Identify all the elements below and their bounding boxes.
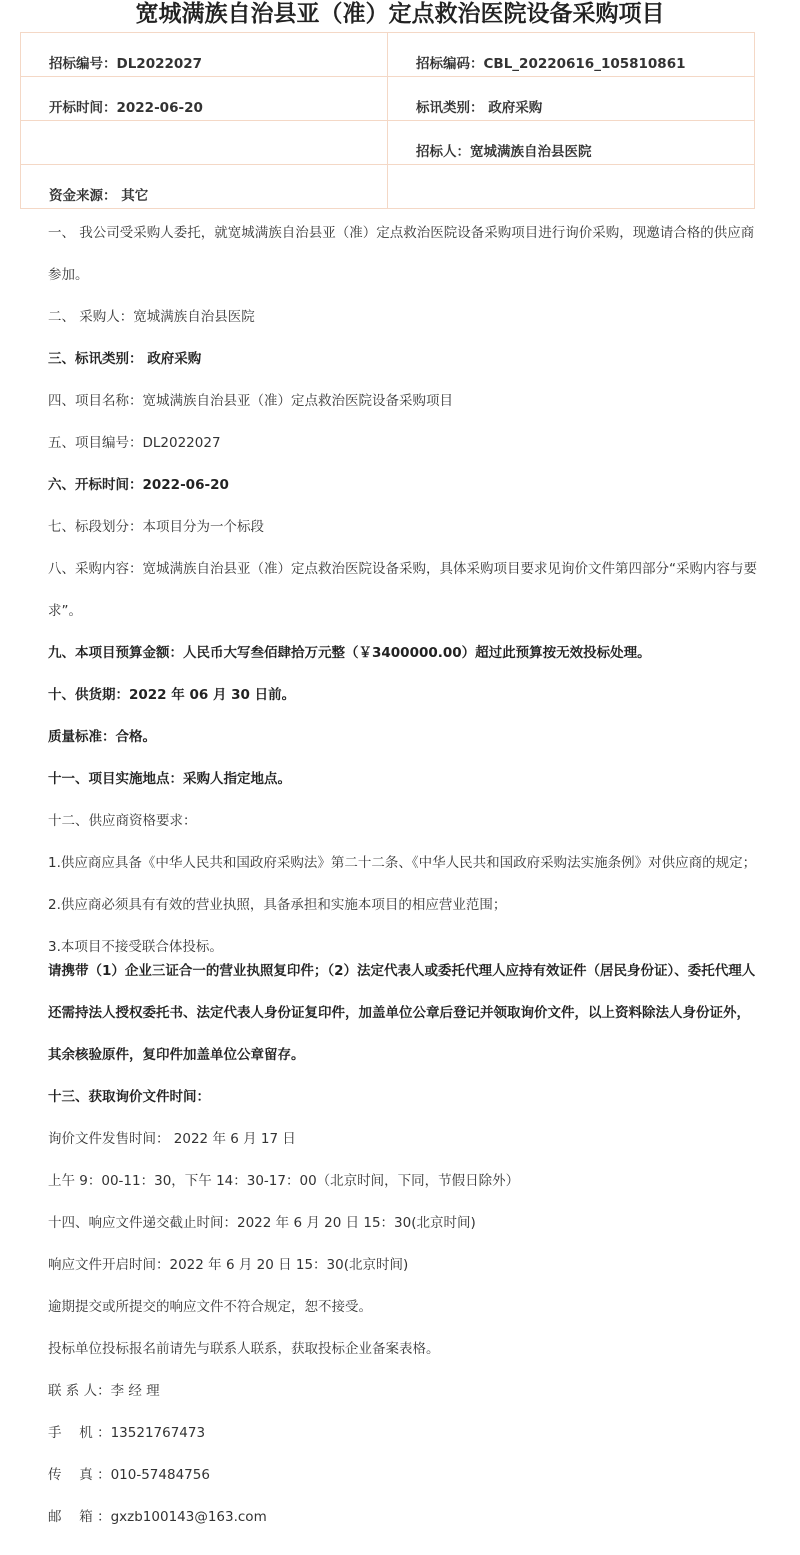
paragraph-obtain-title: 十三、获取询价文件时间：	[48, 1089, 210, 1105]
paragraph-deadline: 十四、响应文件递交截止时间：2022 年 6 月 20 日 15：30(北京时间)	[48, 1215, 476, 1231]
paragraph-register-notice: 投标单位投标报名前请先与联系人联系，获取投标企业备案表格。	[48, 1341, 440, 1357]
paragraph-opening: 响应文件开启时间：2022 年 6 月 20 日 15：30(北京时间)	[48, 1257, 409, 1273]
paragraph-sale-time: 询价文件发售时间： 2022 年 6 月 17 日	[48, 1131, 296, 1147]
paragraph-delivery: 十、供货期：2022 年 06 月 30 日前。	[48, 687, 296, 703]
paragraph-sale-hours: 上午 9：00-11：30，下午 14：30-17：00（北京时间，下同，节假日除外）	[48, 1173, 520, 1189]
paragraph-quality: 质量标准：合格。	[48, 729, 156, 745]
info-cell-fund-source	[21, 165, 388, 209]
paragraph-qualification-2: 2.供应商必须具有有效的营业执照，具备承担和实施本项目的相应营业范围；	[48, 897, 507, 913]
info-cell-empty	[21, 121, 388, 165]
open-time: 开标时间：2022-06-20	[49, 100, 203, 116]
contact-fax: 传 真 ：010-57484756	[48, 1467, 210, 1483]
paragraph-open-time: 六、开标时间：2022-06-20	[48, 477, 229, 493]
contact-person: 联 系 人：李 经 理	[48, 1383, 160, 1399]
bid-category: 标讯类别： 政府采购	[416, 100, 543, 116]
bid-info-table	[20, 32, 755, 209]
info-row	[21, 77, 755, 121]
paragraph-documents: 请携带（1）企业三证合一的营业执照复印件；（2）法定代表人或委托代理人应持有效证件（居民身份证）、委托代理人还需持法人授权委托书、法定代表人身份证复印件，加盖单位公章后登记并领取询价文件，以上资料除法人身份证外，其余核验原件，复印件加盖单位公章留存。	[48, 963, 756, 1063]
contact-mobile: 手 机 ：13521767473	[48, 1425, 206, 1441]
info-cell-empty-2	[388, 165, 755, 209]
bid-code: 招标编码：CBL_20220616_105810861	[416, 56, 686, 72]
paragraph-lots: 七、标段划分：本项目分为一个标段	[48, 519, 264, 535]
paragraph-qualification-1: 1.供应商应具备《中华人民共和国政府采购法》第二十二条、《中华人民共和国政府采购法实施条例》对供应商的规定；	[48, 855, 757, 871]
tenderer: 招标人：宽城满族自治县医院	[416, 144, 592, 160]
info-cell-bid-code	[388, 33, 755, 77]
info-cell-tenderer	[388, 121, 755, 165]
paragraph-content: 八、采购内容：宽城满族自治县亚（准）定点救治医院设备采购，具体采购项目要求见询价文件第四部分“采购内容与要求”。	[48, 561, 757, 619]
paragraph-project-no: 五、项目编号：DL2022027	[48, 435, 221, 451]
info-row	[21, 121, 755, 165]
paragraph-purchaser: 二、 采购人：宽城满族自治县医院	[48, 309, 255, 325]
page-title: 宽城满族自治县亚（准）定点救治医院设备采购项目	[135, 1, 665, 27]
paragraph-budget: 九、本项目预算金额：人民币大写叁佰肆拾万元整（￥3400000.00）超过此预算按无效投标处理。	[48, 645, 651, 661]
paragraph-intro: 一、 我公司受采购人委托，就宽城满族自治县亚（准）定点救治医院设备采购项目进行询价采购，现邀请合格的供应商参加。	[48, 225, 755, 283]
contact-email: 邮 箱 ：gxzb100143@163.com	[48, 1509, 267, 1525]
paragraph-category: 三、标讯类别： 政府采购	[48, 351, 202, 367]
info-cell-bid-no	[21, 33, 388, 77]
paragraph-qualification-3: 3.本项目不接受联合体投标。	[48, 939, 223, 955]
paragraph-location: 十一、项目实施地点：采购人指定地点。	[48, 771, 291, 787]
paragraph-late-notice: 逾期提交或所提交的响应文件不符合规定，恕不接受。	[48, 1299, 372, 1315]
paragraph-qualification-title: 十二、供应商资格要求：	[48, 813, 197, 829]
info-cell-category	[388, 77, 755, 121]
paragraph-project-name: 四、项目名称：宽城满族自治县亚（准）定点救治医院设备采购项目	[48, 393, 453, 409]
info-row	[21, 33, 755, 77]
info-cell-open-time	[21, 77, 388, 121]
bid-number: 招标编号：DL2022027	[49, 56, 203, 72]
info-row	[21, 165, 755, 209]
fund-source: 资金来源： 其它	[49, 188, 149, 204]
announcement-body	[48, 212, 760, 1538]
